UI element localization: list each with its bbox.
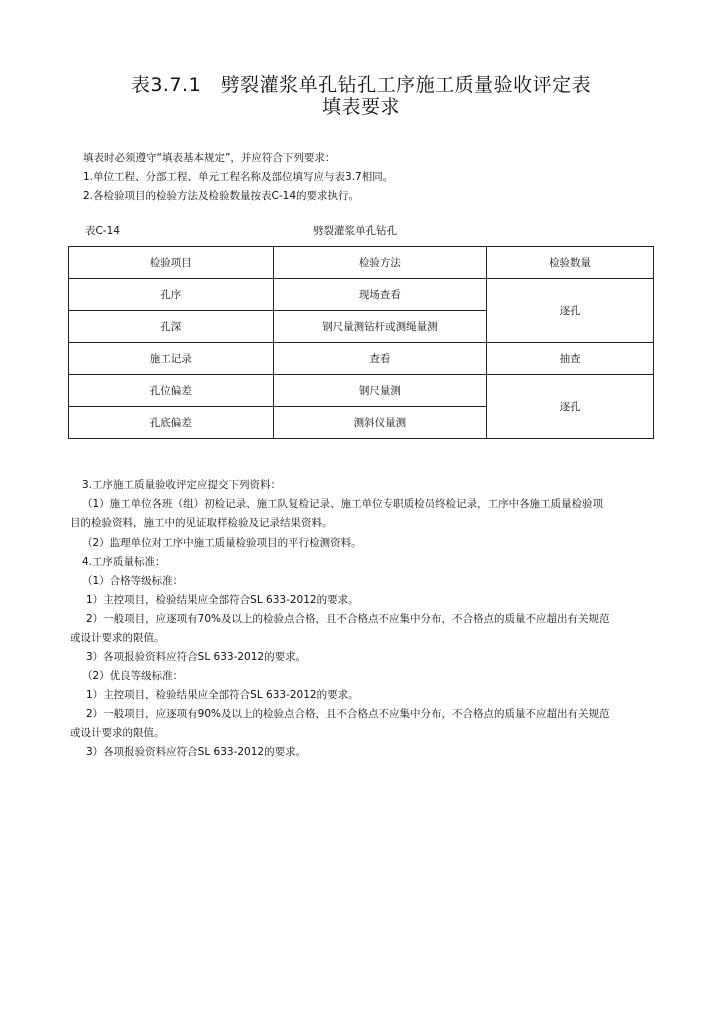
table-row [69, 375, 654, 407]
requirement-line: 或设计要求的限值。 [70, 632, 165, 644]
requirement-line: 2）一般项目，应逐项有70%及以上的检验点合格，且不合格点不应集中分布，不合格点的质量不应超出有关规范 [86, 613, 610, 625]
inspection-table [68, 246, 654, 439]
requirement-line: 3）各项报验资料应符合SL 633-2012的要求。 [86, 746, 307, 758]
requirement-line: （2）优良等级标准： [82, 670, 184, 682]
requirement-line: 1）主控项目，检验结果应全部符合SL 633-2012的要求。 [86, 594, 359, 606]
cell-method: 查看 [273, 343, 487, 375]
cell-quantity: 抽查 [487, 343, 654, 375]
cell-quantity: 逐孔 [487, 375, 654, 439]
cell-method: 测斜仪量测 [273, 407, 487, 439]
document-title: 表3.7.1 劈裂灌浆单孔钻孔工序施工质量验收评定表 [130, 74, 592, 96]
intro-line: 2.各检验项目的检验方法及检验数量按表C-14的要求执行。 [83, 190, 359, 202]
table-caption-label: 表C-14 [85, 225, 120, 237]
table-header-row [69, 247, 654, 279]
table-row [69, 343, 654, 375]
requirement-line: 2）一般项目，应逐项有90%及以上的检验点合格，且不合格点不应集中分布，不合格点的质量不应超出有关规范 [86, 708, 610, 720]
intro-line: 1.单位工程、分部工程、单元工程名称及部位填写应与表3.7相同。 [83, 171, 394, 183]
requirement-line: （1）施工单位各班（组）初检记录、施工队复检记录、施工单位专职质检员终检记录，工序中各施工质量检验项 [82, 498, 604, 510]
requirement-line: 1）主控项目，检验结果应全部符合SL 633-2012的要求。 [86, 689, 359, 701]
requirement-line: 3.工序施工质量验收评定应提交下列资料： [82, 479, 282, 491]
requirement-line: 目的检验资料，施工中的见证取样检验及记录结果资料。 [70, 517, 333, 529]
cell-quantity: 逐孔 [487, 279, 654, 343]
requirement-line: 3）各项报验资料应符合SL 633-2012的要求。 [86, 651, 307, 663]
table-row [69, 279, 654, 311]
cell-item: 孔序 [69, 279, 274, 311]
requirement-line: （1）合格等级标准： [82, 575, 184, 587]
requirement-line: 或设计要求的限值。 [70, 727, 165, 739]
header-inspection-item: 检验项目 [69, 247, 274, 279]
intro-line: 填表时必须遵守“填表基本规定”，并应符合下列要求： [83, 152, 336, 164]
cell-method: 钢尺量测 [273, 375, 487, 407]
cell-item: 孔位偏差 [69, 375, 274, 407]
document-subtitle: 填表要求 [321, 96, 400, 118]
cell-item: 孔底偏差 [69, 407, 274, 439]
table-caption-title: 劈裂灌浆单孔钻孔 [313, 225, 397, 237]
header-inspection-method: 检验方法 [273, 247, 487, 279]
cell-item: 孔深 [69, 311, 274, 343]
cell-method: 现场查看 [273, 279, 487, 311]
requirement-line: （2）监理单位对工序中施工质量检验项目的平行检测资料。 [82, 537, 362, 549]
header-inspection-quantity: 检验数量 [487, 247, 654, 279]
requirement-line: 4.工序质量标准： [82, 556, 166, 568]
cell-method: 钢尺量测钻杆或测绳量测 [273, 311, 487, 343]
cell-item: 施工记录 [69, 343, 274, 375]
